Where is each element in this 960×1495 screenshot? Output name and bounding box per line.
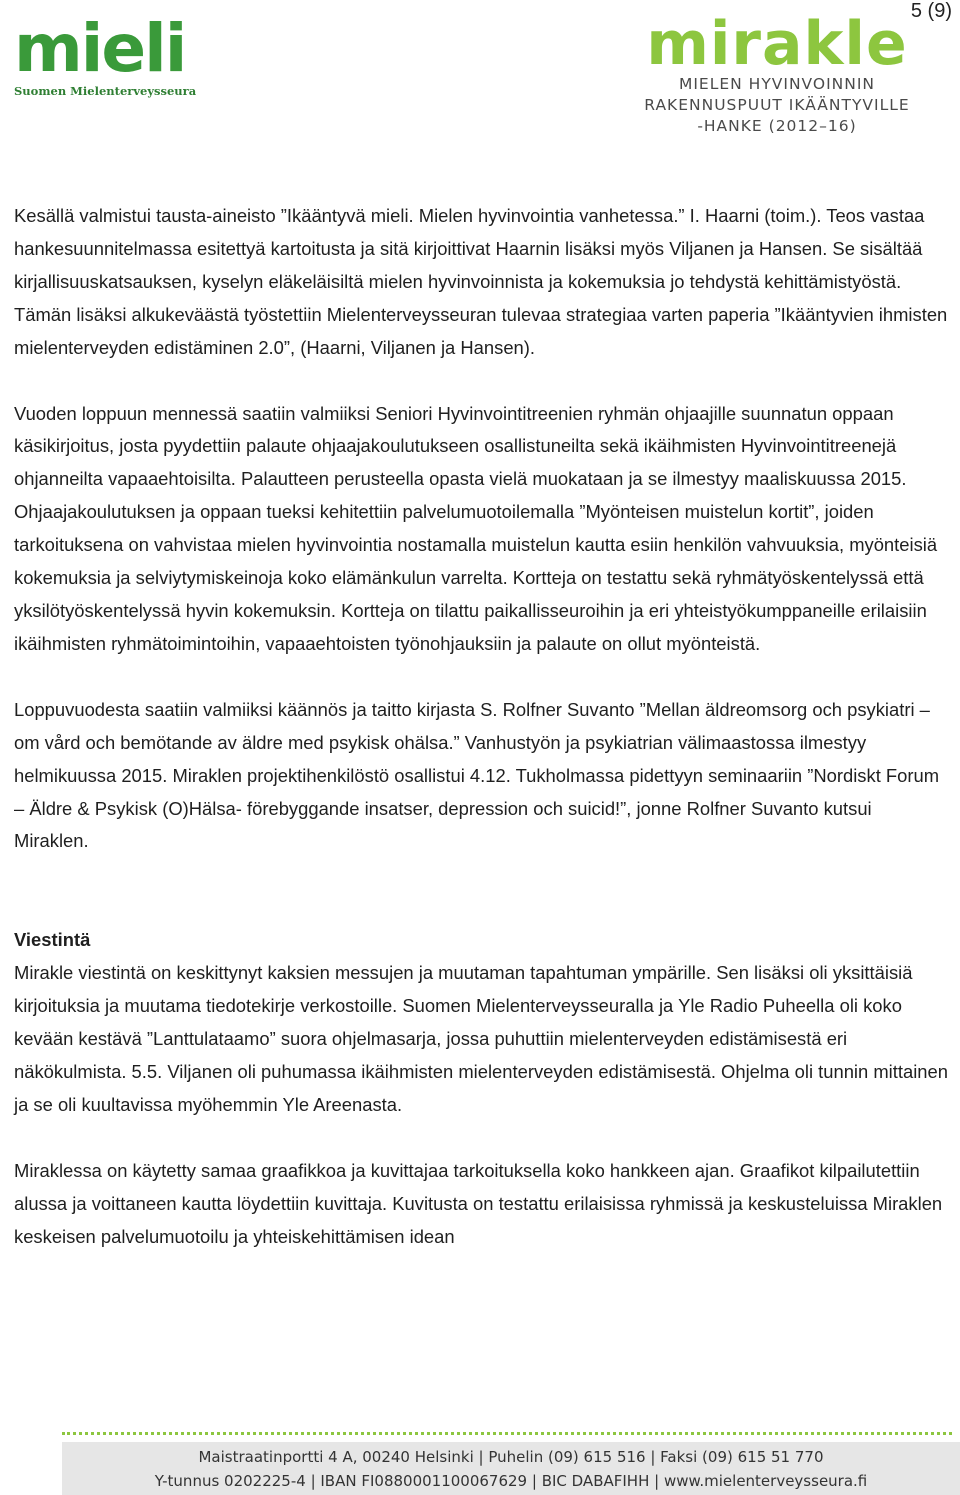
mieli-logo-word: mieli xyxy=(14,10,186,87)
paragraph-translation-seminar: Loppuvuodesta saatiin valmiiksi käännös ja taitto kirjasta S. Rolfner Suvanto ”Mellan äldreomsorg och psykiatri – om vård och bemötande av äldre med psykisk ohälsa.” Vanhustyön ja psykiatrian välimaastossa ilmestyy helmikuussa 2015. Miraklen projektihenkilöstö osallistui 4.12. Tukholmassa pidettyyn seminaariin ”Nordiskt Forum – Äldre & Psykisk (O)Hälsa- förebyggande insatser, depression och suicid!”, jonne Rolfner Suvanto kutsui Miraklen. xyxy=(14,698,940,852)
paragraph-guide-and-cards: Vuoden loppuun mennessä saatiin valmiiksi Seniori Hyvinvointitreenien ryhmän ohjaajille suunnatun oppaan käsikirjoitus, josta pyydettiin palaute ohjaajakoulutukseen osallistuneilta sekä ikäihmisten Hyvinvointitreenejä ohjanneilta vapaaehtoisilta. Palautteen perusteella opasta vielä muokataan ja se ilmestyy maaliskuussa 2015. Ohjaajakoulutuksen ja oppaan tueksi kehitettiin palvelumuotoilemalla ”Myönteisen muistelun kortit”, joiden tarkoituksena on vahvistaa mielen hyvinvointia nostamalla muistelun kautta esiin henkilön vahvuuksia, myönteisiä kokemuksia ja selviytymiskeinoja koko elämänkulun varrelta. Kortteja on testattu sekä ryhmätyöskentelyssä että yksilötyöskentelyssä hyvin kokemuksin. Kortteja on tilattu paikallisseuroihin ja eri yhteistyökumppaneille erilaisiin ikäihmisten ryhmätoimintoihin, vapaaehtoisten työnohjauksiin ja palaute on ollut myönteistä. xyxy=(14,402,938,654)
paragraph-communications: Mirakle viestintä on keskittynyt kaksien messujen ja muutaman tapahtuman ympärille. Sen lisäksi oli yksittäisiä kirjoituksia ja muutama tiedotekirje verkostoille. Suomen Mielenterveysseuralla ja Yle Radio Puheella oli koko kevään kestävä ”Lanttulataamo” suora ohjelmasarja, jossa puhuttiin mielenterveyden edistämisestä eri näkökulmista. 5.5. Viljanen oli puhumassa ikäihmisten mielenterveyden edistämisestä. Ohjelma oli tunnin mittainen ja se oli kuultavissa myöhemmin Yle Areenasta. xyxy=(14,962,948,1115)
footer-band xyxy=(62,1442,960,1495)
footer-company-line: Y-tunnus 0202225-4 | IBAN FI0880001100067629 | BIC DABAFIHH | www.mielenterveysseura.fi xyxy=(154,1472,868,1490)
page-footer xyxy=(0,1418,960,1495)
mirakle-logo-line-1: MIELEN HYVINVOINNIN xyxy=(678,75,876,93)
mirakle-logo xyxy=(622,9,932,140)
paragraph-background-material: Kesällä valmistui tausta-aineisto ”Ikääntyvä mieli. Mielen hyvinvointia vanhetessa.” I. Haarni (toim.). Teos vastaa hankesuunnitelmassa esitettyä kartoitusta ja sitä kirjoittivat Haarnin lisäksi myös Viljanen ja Hansen. Se sisältää kirjallisuuskatsauksen, kyselyn eläkeläisiltä mielen hyvinvoinnista ja kokemuksia jo tehdystä kehittämistyöstä. Tämän lisäksi alkukeväästä työstettiin Mielenterveysseuran tulevaa strategiaa varten paperia ”Ikääntyvien ihmisten mielenterveyden edistäminen 2.0”, (Haarni, Viljanen ja Hansen). xyxy=(14,205,948,358)
section-heading-viestinta: Viestintä xyxy=(14,929,91,951)
footer-dotted-rule xyxy=(62,1432,952,1435)
document-body xyxy=(14,200,949,1253)
mirakle-logo-word: mirakle xyxy=(646,9,908,79)
mieli-logo-subtitle: Suomen Mielenterveysseura xyxy=(14,84,197,98)
footer-address-line: Maistraatinportti 4 A, 00240 Helsinki | Puhelin (09) 615 516 | Faksi (09) 615 51 770 xyxy=(198,1448,824,1466)
mieli-logo xyxy=(14,10,204,98)
mirakle-logo-line-2: RAKENNUSPUUT IKÄÄNTYVILLE xyxy=(644,96,910,114)
paragraph-graphics: Miraklessa on käytetty samaa graafikkoa ja kuvittajaa tarkoituksella koko hankkeen ajan. Graafikot kilpailutettiin alussa ja voittaneen kautta löydettiin kuvittaja. Kuvitusta on testattu erilaisissa ryhmissä ja keskusteluissa Miraklen keskeisen palvelumuotoilu ja yhteiskehittämisen idean xyxy=(14,1159,943,1247)
page-number: 5 (9) xyxy=(910,0,952,22)
mirakle-logo-line-3: -HANKE (2012–16) xyxy=(697,117,857,135)
